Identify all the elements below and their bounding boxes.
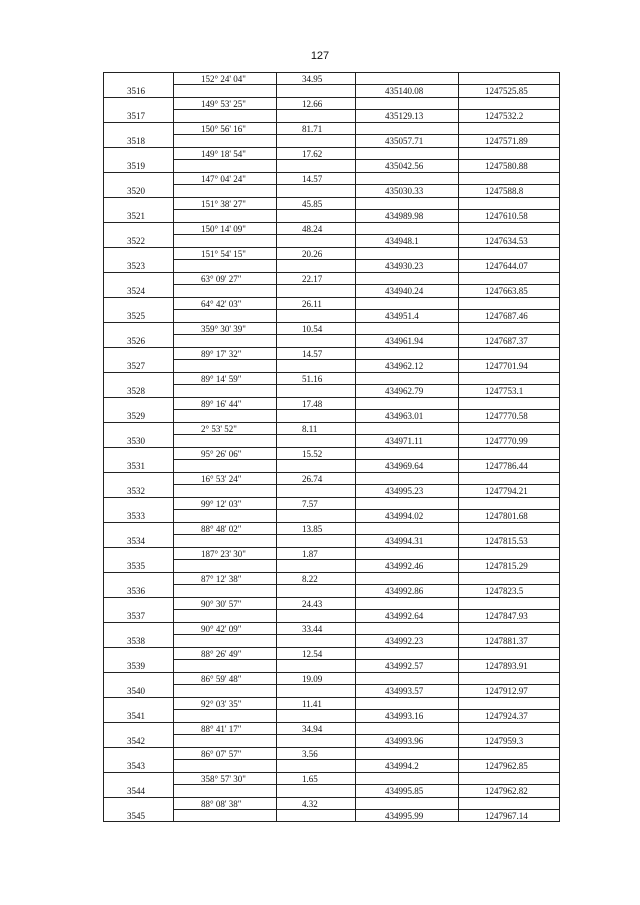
point-id: 3516 bbox=[127, 86, 145, 96]
segment-distance: 14.57 bbox=[302, 174, 323, 184]
bearing-angle: 90° 42' 09" bbox=[201, 624, 242, 634]
bearing-angle: 150° 56' 16" bbox=[201, 124, 246, 134]
coordinate-y: 1247924.37 bbox=[485, 711, 528, 721]
bearing-angle: 151° 54' 15" bbox=[201, 249, 246, 259]
point-id: 3523 bbox=[127, 261, 145, 271]
coordinate-x: 434995.85 bbox=[385, 786, 424, 796]
segment-distance: 12.66 bbox=[302, 99, 323, 109]
segment-distance: 81.71 bbox=[302, 124, 323, 134]
coordinate-x: 434993.16 bbox=[385, 711, 424, 721]
coordinate-y: 1247644.07 bbox=[485, 261, 528, 271]
mid-rule-coords bbox=[355, 184, 560, 185]
mid-rule-angle bbox=[173, 584, 355, 585]
segment-distance: 13.85 bbox=[302, 524, 323, 534]
segment-distance: 14.57 bbox=[302, 349, 323, 359]
row-separator bbox=[103, 597, 560, 598]
row-separator bbox=[103, 647, 560, 648]
point-id: 3519 bbox=[127, 161, 145, 171]
segment-distance: 51.16 bbox=[302, 374, 323, 384]
bearing-angle: 87° 12' 38" bbox=[201, 574, 242, 584]
bearing-angle: 358° 57' 30" bbox=[201, 774, 246, 784]
point-id: 3538 bbox=[127, 636, 145, 646]
mid-rule-coords bbox=[355, 334, 560, 335]
coordinate-x: 434969.64 bbox=[385, 461, 424, 471]
segment-distance: 26.11 bbox=[302, 299, 322, 309]
mid-rule-coords bbox=[355, 784, 560, 785]
point-id: 3537 bbox=[127, 611, 145, 621]
coordinate-x: 435129.13 bbox=[385, 111, 424, 121]
mid-rule-coords bbox=[355, 459, 560, 460]
mid-rule-coords bbox=[355, 734, 560, 735]
coordinate-x: 435057.71 bbox=[385, 136, 424, 146]
row-separator bbox=[103, 347, 560, 348]
mid-rule-angle bbox=[173, 284, 355, 285]
mid-rule-angle bbox=[173, 509, 355, 510]
mid-rule-angle bbox=[173, 609, 355, 610]
row-separator bbox=[103, 372, 560, 373]
mid-rule-coords bbox=[355, 134, 560, 135]
point-id: 3528 bbox=[127, 386, 145, 396]
segment-distance: 34.94 bbox=[302, 724, 323, 734]
row-separator bbox=[103, 522, 560, 523]
bearing-angle: 86° 07' 57" bbox=[201, 749, 242, 759]
coordinate-x: 434992.57 bbox=[385, 661, 424, 671]
coordinate-y: 1247770.58 bbox=[485, 411, 528, 421]
bearing-angle: 149° 53' 25" bbox=[201, 99, 246, 109]
row-separator bbox=[103, 147, 560, 148]
point-id: 3527 bbox=[127, 361, 145, 371]
row-separator bbox=[103, 422, 560, 423]
mid-rule-coords bbox=[355, 159, 560, 160]
row-separator bbox=[103, 747, 560, 748]
segment-distance: 33.44 bbox=[302, 624, 323, 634]
point-id: 3543 bbox=[127, 761, 145, 771]
mid-rule-angle bbox=[173, 209, 355, 210]
row-separator bbox=[103, 447, 560, 448]
point-id: 3525 bbox=[127, 311, 145, 321]
coordinate-y: 1247823.5 bbox=[485, 586, 524, 596]
bearing-angle: 86° 59' 48" bbox=[201, 674, 242, 684]
bearing-angle: 147° 04' 24" bbox=[201, 174, 246, 184]
mid-rule-coords bbox=[355, 809, 560, 810]
bearing-angle: 2° 53' 52" bbox=[201, 424, 237, 434]
mid-rule-angle bbox=[173, 459, 355, 460]
segment-distance: 4.32 bbox=[302, 799, 318, 809]
coordinate-x: 434995.23 bbox=[385, 486, 424, 496]
coordinate-y: 1247687.46 bbox=[485, 311, 528, 321]
mid-rule-angle bbox=[173, 84, 355, 85]
segment-distance: 7.57 bbox=[302, 499, 318, 509]
mid-rule-coords bbox=[355, 409, 560, 410]
coordinate-y: 1247912.97 bbox=[485, 686, 528, 696]
point-id: 3530 bbox=[127, 436, 145, 446]
point-id: 3539 bbox=[127, 661, 145, 671]
coordinate-x: 434962.12 bbox=[385, 361, 424, 371]
coordinate-x: 434992.46 bbox=[385, 561, 424, 571]
segment-distance: 17.48 bbox=[302, 399, 323, 409]
segment-distance: 12.54 bbox=[302, 649, 323, 659]
mid-rule-angle bbox=[173, 109, 355, 110]
coordinate-x: 434989.98 bbox=[385, 211, 424, 221]
mid-rule-coords bbox=[355, 659, 560, 660]
row-separator bbox=[103, 172, 560, 173]
row-separator bbox=[103, 122, 560, 123]
coordinate-y: 1247893.91 bbox=[485, 661, 528, 671]
bearing-angle: 359° 30' 39" bbox=[201, 324, 246, 334]
point-id: 3520 bbox=[127, 186, 145, 196]
point-id: 3534 bbox=[127, 536, 145, 546]
row-separator bbox=[103, 397, 560, 398]
mid-rule-coords bbox=[355, 284, 560, 285]
point-id: 3545 bbox=[127, 811, 145, 821]
coordinate-x: 434993.96 bbox=[385, 736, 424, 746]
mid-rule-angle bbox=[173, 234, 355, 235]
mid-rule-angle bbox=[173, 784, 355, 785]
row-separator bbox=[103, 697, 560, 698]
coordinate-y: 1247794.21 bbox=[485, 486, 528, 496]
mid-rule-coords bbox=[355, 484, 560, 485]
mid-rule-angle bbox=[173, 534, 355, 535]
mid-rule-coords bbox=[355, 109, 560, 110]
row-separator bbox=[103, 772, 560, 773]
bearing-angle: 187° 23' 30" bbox=[201, 549, 246, 559]
segment-distance: 48.24 bbox=[302, 224, 323, 234]
point-id: 3542 bbox=[127, 736, 145, 746]
coordinate-x: 434963.01 bbox=[385, 411, 424, 421]
bearing-angle: 149° 18' 54" bbox=[201, 149, 246, 159]
mid-rule-coords bbox=[355, 584, 560, 585]
mid-rule-coords bbox=[355, 709, 560, 710]
coordinate-x: 435140.08 bbox=[385, 86, 424, 96]
coordinate-y: 1247663.85 bbox=[485, 286, 528, 296]
segment-distance: 45.85 bbox=[302, 199, 323, 209]
mid-rule-coords bbox=[355, 534, 560, 535]
mid-rule-angle bbox=[173, 684, 355, 685]
row-separator bbox=[103, 497, 560, 498]
segment-distance: 3.56 bbox=[302, 749, 318, 759]
bearing-angle: 90° 30' 57" bbox=[201, 599, 242, 609]
mid-rule-coords bbox=[355, 234, 560, 235]
coordinate-y: 1247770.99 bbox=[485, 436, 528, 446]
point-id: 3541 bbox=[127, 711, 145, 721]
point-id: 3531 bbox=[127, 461, 145, 471]
coordinate-y: 1247786.44 bbox=[485, 461, 528, 471]
mid-rule-coords bbox=[355, 384, 560, 385]
mid-rule-coords bbox=[355, 434, 560, 435]
mid-rule-angle bbox=[173, 559, 355, 560]
coordinate-y: 1247962.85 bbox=[485, 761, 528, 771]
mid-rule-angle bbox=[173, 334, 355, 335]
row-separator bbox=[103, 297, 560, 298]
point-id: 3544 bbox=[127, 786, 145, 796]
mid-rule-angle bbox=[173, 434, 355, 435]
coordinate-y: 1247881.37 bbox=[485, 636, 528, 646]
mid-rule-angle bbox=[173, 734, 355, 735]
segment-distance: 20.26 bbox=[302, 249, 323, 259]
row-separator bbox=[103, 272, 560, 273]
coordinate-y: 1247610.58 bbox=[485, 211, 528, 221]
mid-rule-angle bbox=[173, 259, 355, 260]
point-id: 3536 bbox=[127, 586, 145, 596]
coordinate-x: 434995.99 bbox=[385, 811, 424, 821]
point-id: 3535 bbox=[127, 561, 145, 571]
row-separator bbox=[103, 672, 560, 673]
mid-rule-angle bbox=[173, 484, 355, 485]
segment-distance: 8.22 bbox=[302, 574, 318, 584]
mid-rule-coords bbox=[355, 84, 560, 85]
row-separator bbox=[103, 622, 560, 623]
coordinate-x: 434993.57 bbox=[385, 686, 424, 696]
segment-distance: 1.87 bbox=[302, 549, 318, 559]
segment-distance: 8.11 bbox=[302, 424, 318, 434]
mid-rule-angle bbox=[173, 809, 355, 810]
coordinate-x: 434940.24 bbox=[385, 286, 424, 296]
mid-rule-angle bbox=[173, 384, 355, 385]
point-id: 3518 bbox=[127, 136, 145, 146]
bearing-angle: 89° 14' 59" bbox=[201, 374, 242, 384]
coordinate-x: 434971.11 bbox=[385, 436, 423, 446]
coordinate-x: 435030.33 bbox=[385, 186, 424, 196]
coordinate-x: 434992.86 bbox=[385, 586, 424, 596]
mid-rule-coords bbox=[355, 259, 560, 260]
coordinate-x: 434992.64 bbox=[385, 611, 424, 621]
bearing-angle: 64° 42' 03" bbox=[201, 299, 242, 309]
row-separator bbox=[103, 197, 560, 198]
coordinate-y: 1247847.93 bbox=[485, 611, 528, 621]
bearing-angle: 95° 26' 06" bbox=[201, 449, 242, 459]
coordinate-y: 1247588.8 bbox=[485, 186, 524, 196]
row-separator bbox=[103, 547, 560, 548]
segment-distance: 19.09 bbox=[302, 674, 323, 684]
mid-rule-angle bbox=[173, 184, 355, 185]
mid-rule-angle bbox=[173, 134, 355, 135]
bearing-angle: 92° 03' 35" bbox=[201, 699, 242, 709]
point-id: 3540 bbox=[127, 686, 145, 696]
table-bottom-border bbox=[103, 821, 560, 822]
row-separator bbox=[103, 572, 560, 573]
point-id: 3532 bbox=[127, 486, 145, 496]
point-id: 3529 bbox=[127, 411, 145, 421]
mid-rule-coords bbox=[355, 509, 560, 510]
mid-rule-angle bbox=[173, 709, 355, 710]
bearing-angle: 89° 16' 44" bbox=[201, 399, 242, 409]
coordinate-y: 1247532.2 bbox=[485, 111, 524, 121]
point-id: 3533 bbox=[127, 511, 145, 521]
bearing-angle: 63° 09' 27" bbox=[201, 274, 242, 284]
coordinate-y: 1247801.68 bbox=[485, 511, 528, 521]
bearing-angle: 151° 38' 27" bbox=[201, 199, 246, 209]
row-separator bbox=[103, 472, 560, 473]
mid-rule-angle bbox=[173, 159, 355, 160]
point-id: 3521 bbox=[127, 211, 145, 221]
mid-rule-coords bbox=[355, 609, 560, 610]
coordinate-x: 435042.56 bbox=[385, 161, 424, 171]
mid-rule-coords bbox=[355, 559, 560, 560]
segment-distance: 17.62 bbox=[302, 149, 323, 159]
point-id: 3517 bbox=[127, 111, 145, 121]
row-separator bbox=[103, 722, 560, 723]
mid-rule-angle bbox=[173, 359, 355, 360]
segment-distance: 22.17 bbox=[302, 274, 323, 284]
coordinate-x: 434994.31 bbox=[385, 536, 424, 546]
table-top-border bbox=[103, 72, 560, 73]
row-separator bbox=[103, 797, 560, 798]
coordinate-y: 1247815.29 bbox=[485, 561, 528, 571]
point-id: 3524 bbox=[127, 286, 145, 296]
coordinate-y: 1247967.14 bbox=[485, 811, 528, 821]
mid-rule-coords bbox=[355, 684, 560, 685]
bearing-angle: 88° 26' 49" bbox=[201, 649, 242, 659]
bearing-angle: 152° 24' 04" bbox=[201, 74, 246, 84]
segment-distance: 24.43 bbox=[302, 599, 323, 609]
point-id: 3522 bbox=[127, 236, 145, 246]
page-number: 127 bbox=[310, 50, 330, 62]
mid-rule-angle bbox=[173, 409, 355, 410]
coordinate-x: 434951.4 bbox=[385, 311, 419, 321]
bearing-angle: 88° 41' 17" bbox=[201, 724, 242, 734]
coordinate-y: 1247525.85 bbox=[485, 86, 528, 96]
mid-rule-coords bbox=[355, 209, 560, 210]
mid-rule-angle bbox=[173, 659, 355, 660]
survey-table bbox=[103, 72, 560, 822]
coordinate-y: 1247815.53 bbox=[485, 536, 528, 546]
coordinate-x: 434948.1 bbox=[385, 236, 419, 246]
bearing-angle: 88° 48' 02" bbox=[201, 524, 242, 534]
bearing-angle: 88° 08' 38" bbox=[201, 799, 242, 809]
row-separator bbox=[103, 222, 560, 223]
bearing-angle: 89° 17' 32" bbox=[201, 349, 242, 359]
segment-distance: 15.52 bbox=[302, 449, 323, 459]
coordinate-y: 1247634.53 bbox=[485, 236, 528, 246]
coordinate-x: 434961.94 bbox=[385, 336, 424, 346]
mid-rule-angle bbox=[173, 759, 355, 760]
mid-rule-coords bbox=[355, 759, 560, 760]
mid-rule-coords bbox=[355, 359, 560, 360]
coordinate-y: 1247962.82 bbox=[485, 786, 528, 796]
coordinate-x: 434930.23 bbox=[385, 261, 424, 271]
coordinate-x: 434994.02 bbox=[385, 511, 424, 521]
segment-distance: 11.41 bbox=[302, 699, 322, 709]
mid-rule-coords bbox=[355, 634, 560, 635]
segment-distance: 1.65 bbox=[302, 774, 318, 784]
coordinate-x: 434962.79 bbox=[385, 386, 424, 396]
point-id: 3526 bbox=[127, 336, 145, 346]
mid-rule-angle bbox=[173, 309, 355, 310]
mid-rule-coords bbox=[355, 309, 560, 310]
row-separator bbox=[103, 247, 560, 248]
bearing-angle: 16° 53' 24" bbox=[201, 474, 242, 484]
row-separator bbox=[103, 322, 560, 323]
row-separator bbox=[103, 97, 560, 98]
coordinate-y: 1247571.89 bbox=[485, 136, 528, 146]
mid-rule-angle bbox=[173, 634, 355, 635]
bearing-angle: 99° 12' 03" bbox=[201, 499, 242, 509]
coordinate-y: 1247753.1 bbox=[485, 386, 524, 396]
segment-distance: 10.54 bbox=[302, 324, 323, 334]
segment-distance: 34.95 bbox=[302, 74, 323, 84]
segment-distance: 26.74 bbox=[302, 474, 323, 484]
bearing-angle: 150° 14' 09" bbox=[201, 224, 246, 234]
coordinate-y: 1247580.88 bbox=[485, 161, 528, 171]
coordinate-y: 1247959.3 bbox=[485, 736, 524, 746]
coordinate-x: 434992.23 bbox=[385, 636, 424, 646]
coordinate-x: 434994.2 bbox=[385, 761, 419, 771]
coordinate-y: 1247701.94 bbox=[485, 361, 528, 371]
coordinate-y: 1247687.37 bbox=[485, 336, 528, 346]
